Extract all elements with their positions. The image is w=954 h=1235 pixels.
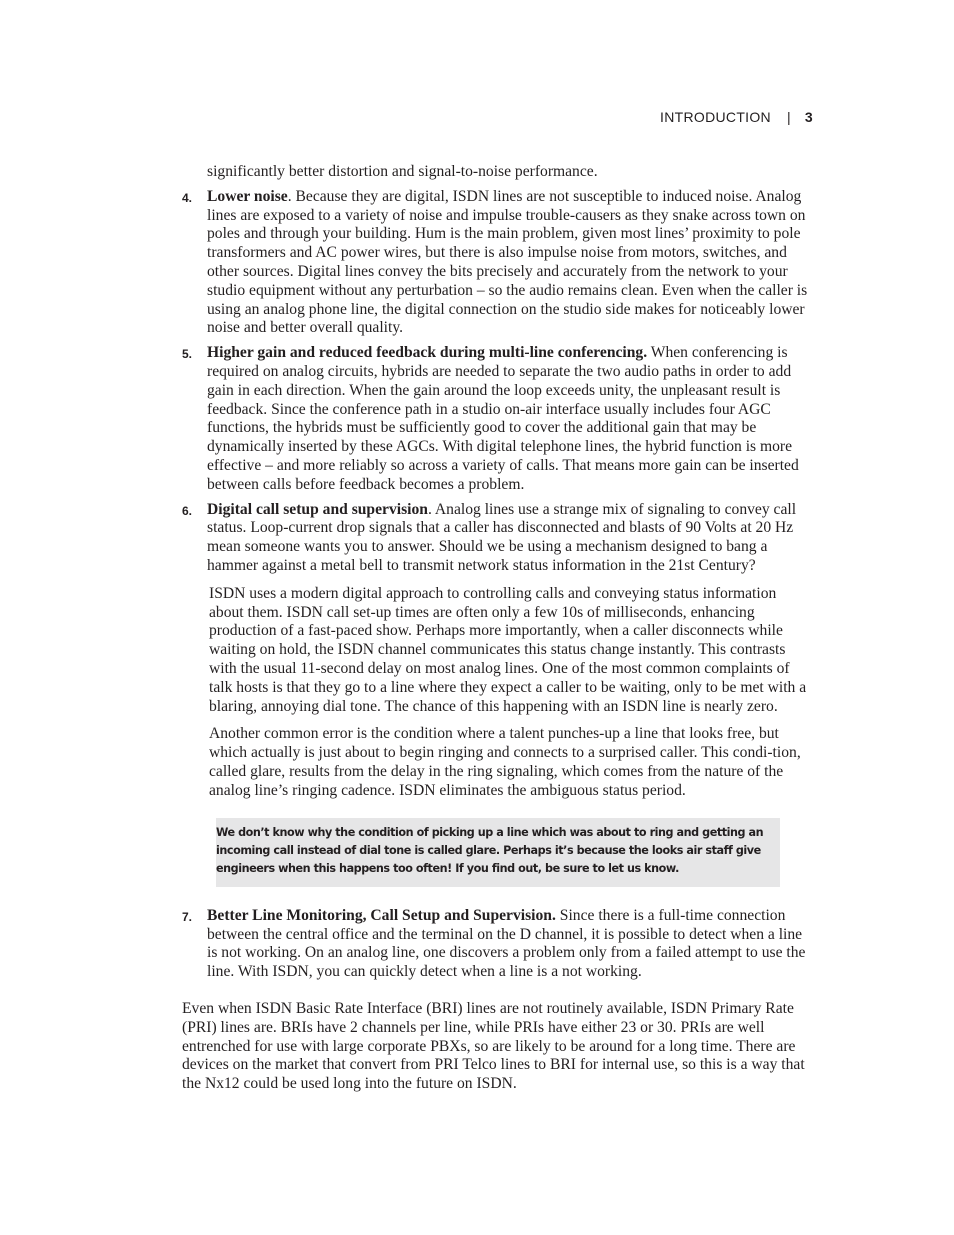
section-title: INTRODUCTION — [660, 109, 771, 125]
body-text — [182, 163, 814, 1094]
item-number: 5. — [182, 347, 193, 362]
item-paragraph — [207, 501, 814, 576]
item-term: Digital call setup and supervision — [207, 500, 428, 518]
item-paragraph — [207, 907, 814, 982]
item-paragraph — [207, 344, 814, 494]
item-term: Higher gain and reduced feedback during multi-line conferencing. — [207, 344, 648, 362]
item-number: 7. — [182, 909, 193, 924]
list-item-6 — [182, 501, 814, 576]
item-text: . Analog lines use a strange mix of signaling to convey call status. Loop-current drop signals that a caller has disconnected and blasts of 90 Volts at 20 Hz mean someone wants you to answer. Should we be using a mechanism designed to bang a hammer against a metal bell to transmit network status information in the 21st Century? — [207, 500, 797, 574]
continued-paragraph: significantly better distortion and signal-to-noise performance. — [207, 163, 598, 180]
item-text: . Because they are digital, ISDN lines are not susceptible to induced noise. Analog lines are exposed to a variety of noise and impulse trouble-causers as they snake across town on poles and through your building. Hum is the main problem, given most lines’ proximity to pole transformers and AC power wires, but there is also impulse noise from motors, switches, and other sources. Digital lines convey the bits precisely and accurately from the network to your studio equipment without any perturbation – so the audio remains clean. Even when the caller is using an analog phone line, the digital connection on the studio side makes for noticeably lower noise and better overall quality. — [207, 187, 808, 337]
closing-paragraph: Even when ISDN Basic Rate Interface (BRI) lines are not routinely available, ISDN Primary Rate (PRI) lines are. BRIs have 2 channels per line, while PRIs have either 23 or 30. PRIs are well entrenched for use with large corporate PBXs, so are likely to be around for a long time. There are devices on the market that convert from PRI Telco lines to BRI for internal use, so this is a way that the Nx12 could be used long into the future on ISDN. — [182, 999, 805, 1093]
item-term: Lower noise — [207, 187, 288, 205]
item-6-paragraph-isdn: ISDN uses a modern digital approach to controlling calls and conveying status information about them. ISDN call set-up times are often only a few 10s of milliseconds, enhancing production of a fast-paced show. Perhaps more importantly, when a caller disconnects while waiting on hold, the ISDN channel communicates this status change instantly. This contrasts with the usual 11-second delay on most analog lines. One of the most common complaints of talk hosts is that they go to a line where they expect a caller to be waiting, only to be met with a blaring, annoying dial tone. The chance of this happening with an ISDN line is nearly zero. — [209, 584, 807, 715]
item-6-paragraph-glare: Another common error is the condition where a talent punches-up a line that looks free, but which actually is just about to begin ringing and connects to a surprised caller. This condi-tion, called glare, results from the delay in the ring signaling, which comes from the nature of the analog line’s ringing cadence. ISDN eliminates the ambiguous status period. — [209, 725, 801, 799]
header-separator: | — [786, 109, 791, 125]
item-paragraph — [207, 188, 814, 338]
item-number: 6. — [182, 503, 193, 518]
item-number: 4. — [182, 190, 193, 205]
item-text: Since there is a full-time connection between the central office and the terminal on the D channel, it is possible to detect when a line is not working. On an analog line, one discovers a problem only from a failed attempt to use the line. With ISDN, you can quickly detect when a line is a not working. — [207, 906, 806, 981]
list-item-5 — [182, 344, 814, 494]
page-number: 3 — [804, 109, 813, 125]
item-term: Better Line Monitoring, Call Setup and Supervision. — [207, 906, 556, 924]
item-text: When conferencing is required on analog circuits, hybrids are needed to separate the two audio paths in order to add gain in each direction. When the gain around the loop exceeds unity, the unpleasant result is feedback. Since the conference path in a studio on-air interface usually includes four AGC functions, the hybrids must be sufficiently good to cover the additional gain that may be dynamically inserted by these AGCs. With digital telephone lines, the hybrid function is more effective – and more reliably so across a variety of calls. That means more gain can be inserted between calls before feedback becomes a problem. — [207, 344, 799, 493]
list-item-7 — [182, 907, 814, 982]
running-header — [660, 109, 813, 125]
callout-note — [216, 818, 780, 887]
list-item-4 — [182, 188, 814, 338]
callout-text: We don’t know why the condition of picking up a line which was about to ring and getting an incoming call instead of dial tone is called glare. Perhaps it’s because the looks air staff give engineers when this happens too often! If you find out, be sure to let us know. — [216, 825, 764, 876]
